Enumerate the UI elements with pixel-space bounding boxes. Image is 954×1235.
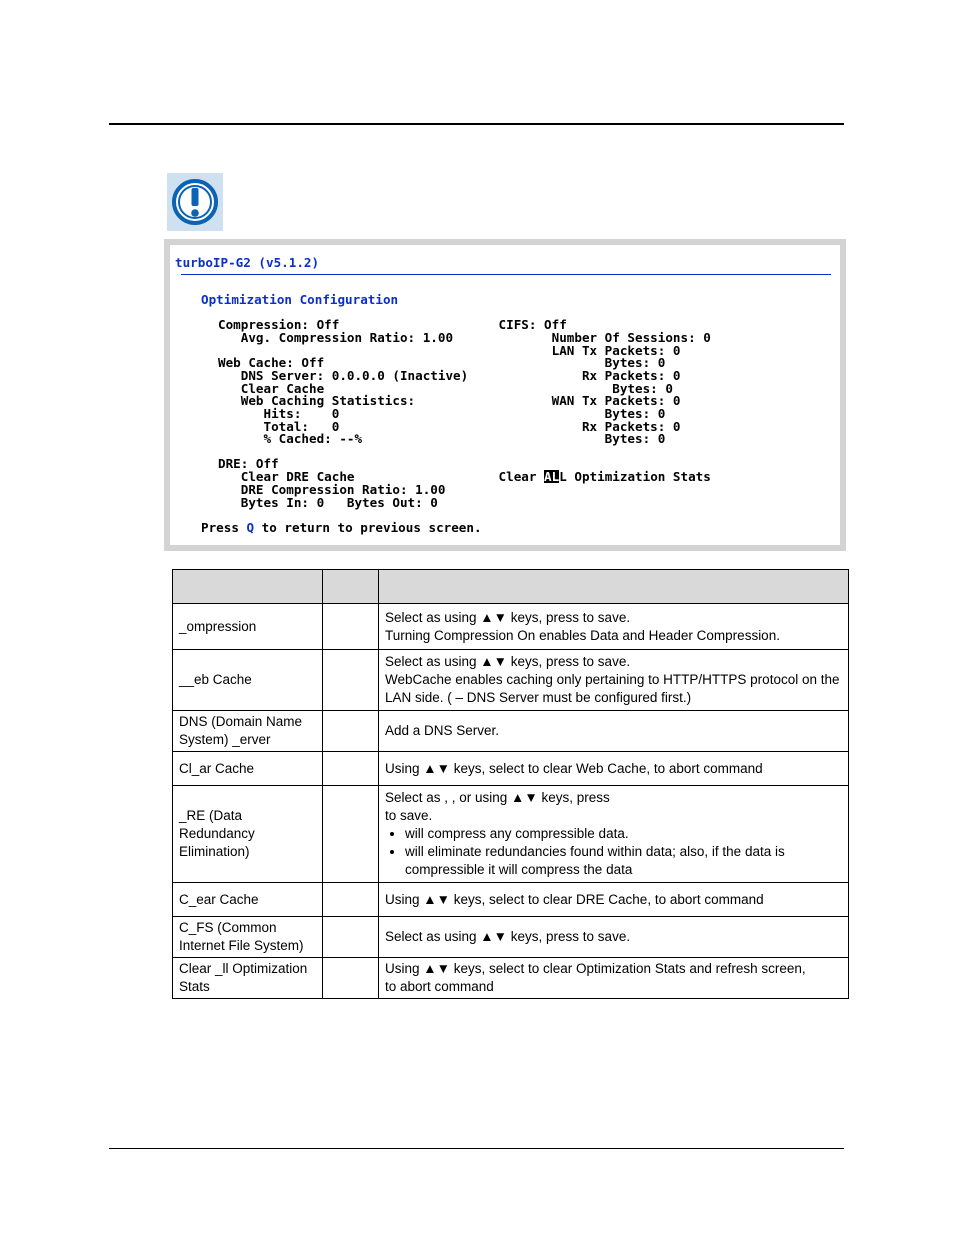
terminal-line: Total: 0 Rx Packets: 0 xyxy=(218,419,681,434)
terminal-text: to return to previous screen. xyxy=(254,520,482,535)
option-cell: Clear _ll Optimization Stats xyxy=(173,958,323,999)
footer-rule xyxy=(109,1148,844,1149)
terminal-prompt xyxy=(201,521,482,534)
option-cell: __eb Cache xyxy=(173,650,323,711)
option-key-cell xyxy=(323,958,379,999)
option-cell: Cl_ar Cache xyxy=(173,752,323,786)
table-row xyxy=(173,883,849,917)
terminal-line: LAN Tx Packets: 0 xyxy=(218,343,681,358)
table-header-row xyxy=(173,570,849,604)
option-key-cell xyxy=(323,711,379,752)
list-item: • will compress any compressible data. xyxy=(405,825,842,843)
option-key-cell xyxy=(323,786,379,883)
desc-line: Select as using ▲▼ keys, press to save. xyxy=(385,609,631,625)
option-desc-cell: Using ▲▼ keys, select to clear DRE Cache, to abort command xyxy=(379,883,849,917)
list-item: • will eliminate redundancies found within data; also, if the data is compressible it will compress the data xyxy=(405,843,842,879)
terminal-line: Compression: Off CIFS: Off xyxy=(218,317,567,332)
table-header-cell xyxy=(379,570,849,604)
option-cell: _RE (Data Redundancy Elimination) xyxy=(173,786,323,883)
desc-line: Using ▲▼ keys, select to clear Optimization Stats and refresh screen, xyxy=(385,961,806,976)
terminal-line: Clear Cache Bytes: 0 xyxy=(218,381,673,396)
option-key-cell xyxy=(323,604,379,650)
desc-line: to save. xyxy=(385,808,433,823)
option-desc-cell: Using ▲▼ keys, select to clear Web Cache, to abort command xyxy=(379,752,849,786)
exclamation-circle-icon xyxy=(167,173,223,231)
terminal-title-rule xyxy=(181,274,831,275)
option-desc-cell: Add a DNS Server. xyxy=(379,711,849,752)
terminal-line: DNS Server: 0.0.0.0 (Inactive) Rx Packets: 0 xyxy=(218,368,681,383)
terminal-section-title: Optimization Configuration xyxy=(201,292,399,307)
option-key-cell xyxy=(323,883,379,917)
terminal-line: Hits: 0 Bytes: 0 xyxy=(218,406,666,421)
desc-line: to abort command xyxy=(385,979,494,994)
terminal-text: L Optimization Stats xyxy=(559,469,711,484)
table-row xyxy=(173,711,849,752)
option-desc-cell: Select as using ▲▼ keys, press to save. xyxy=(379,917,849,958)
terminal-text: Press xyxy=(201,520,247,535)
option-key-cell xyxy=(323,917,379,958)
table-header-cell xyxy=(323,570,379,604)
option-cell: _ompression xyxy=(173,604,323,650)
terminal-screenshot xyxy=(164,239,846,551)
option-key-cell xyxy=(323,752,379,786)
terminal-line: % Cached: --% Bytes: 0 xyxy=(218,431,666,446)
option-cell: C_FS (Common Internet File System) xyxy=(173,917,323,958)
header-rule xyxy=(109,123,844,125)
option-cell: DNS (Domain Name System) _erver xyxy=(173,711,323,752)
terminal-line: Web Caching Statistics: WAN Tx Packets: 0 xyxy=(218,393,681,408)
terminal-highlight: AL xyxy=(544,469,560,484)
terminal-line: DRE: Off xyxy=(218,456,279,471)
table-row xyxy=(173,958,849,999)
terminal-text: Clear DRE Cache Clear xyxy=(218,469,545,484)
terminal-line: Web Cache: Off Bytes: 0 xyxy=(218,355,666,370)
desc-line: Select as , , or using ▲▼ keys, press xyxy=(385,790,610,805)
table-row xyxy=(173,752,849,786)
desc-line: LAN side. ( – DNS Server must be configured first.) xyxy=(385,690,692,705)
option-desc-cell xyxy=(379,604,849,650)
terminal-line: DRE Compression Ratio: 1.00 xyxy=(218,482,446,497)
desc-line: Turning Compression On enables Data and Header Compression. xyxy=(385,627,780,643)
desc-line: Select as using ▲▼ keys, press to save. xyxy=(385,654,631,669)
option-key-cell xyxy=(323,650,379,711)
terminal-line: Bytes In: 0 Bytes Out: 0 xyxy=(218,495,438,510)
option-cell: C_ear Cache xyxy=(173,883,323,917)
table-header-cell xyxy=(173,570,323,604)
option-desc-cell xyxy=(379,786,849,883)
table-row xyxy=(173,650,849,711)
option-desc-cell xyxy=(379,650,849,711)
desc-line: WebCache enables caching only pertaining to HTTP/HTTPS protocol on the xyxy=(385,672,840,687)
table-row xyxy=(173,917,849,958)
table-row xyxy=(173,786,849,883)
menu-options-table xyxy=(172,569,849,999)
desc-bullet-list xyxy=(385,825,842,879)
terminal-line: Avg. Compression Ratio: 1.00 Number Of Sessions: 0 xyxy=(218,330,711,345)
terminal-screen xyxy=(170,245,840,545)
terminal-key: Q xyxy=(246,520,255,535)
terminal-title: turboIP-G2 (v5.1.2) xyxy=(175,255,320,270)
option-desc-cell xyxy=(379,958,849,999)
table-row xyxy=(173,604,849,650)
